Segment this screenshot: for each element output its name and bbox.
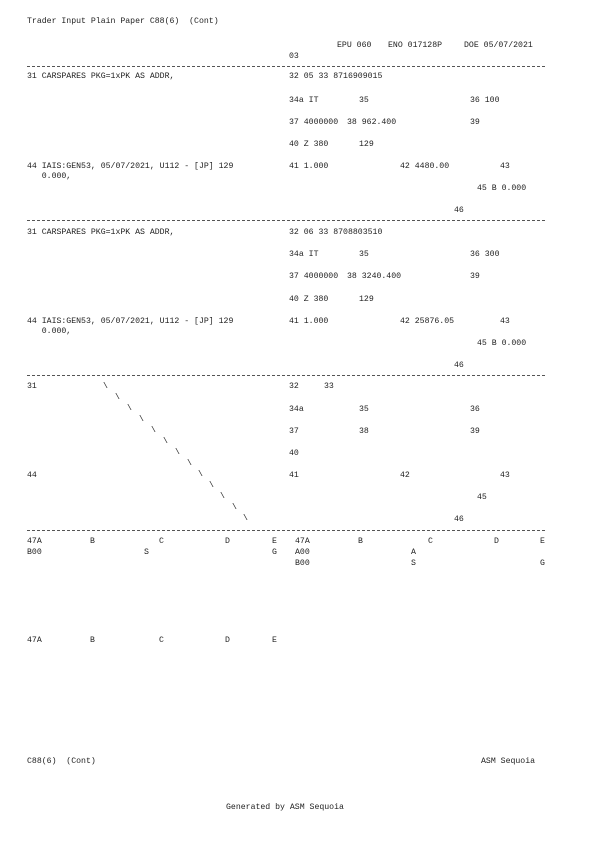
document-title: Trader Input Plain Paper C88(6) (Cont) [27, 17, 219, 26]
box-45: 45 B 0.000 [477, 339, 527, 348]
cross-out-mark: \ [232, 503, 237, 512]
box-39: 39 [470, 118, 480, 127]
box-33: 33 [324, 382, 334, 391]
box-39: 39 [470, 272, 480, 281]
box47-lower-d: D [225, 636, 230, 645]
box-03: 03 [289, 52, 299, 61]
box47-right-b00: B00 [295, 559, 310, 568]
divider [27, 530, 545, 531]
box47-lower-e: E [272, 636, 277, 645]
box-42: 42 [400, 471, 410, 480]
box-31: 31 CARSPARES PKG=1xPK AS ADDR, [27, 228, 175, 237]
box-40-extra: 129 [359, 140, 374, 149]
box47-right-a: A [411, 548, 416, 557]
eno-field: ENO 017128P [388, 41, 443, 50]
box-44-cont: 0.000, [27, 172, 72, 181]
box-37: 37 4000000 [289, 118, 339, 127]
cross-out-mark: \ [163, 437, 168, 446]
cross-out-mark: \ [175, 448, 180, 457]
box47-lower-c: C [159, 636, 164, 645]
cross-out-mark: \ [115, 393, 120, 402]
box47-left-d: D [225, 537, 230, 546]
cross-out-mark: \ [151, 426, 156, 435]
box-36: 36 100 [470, 96, 500, 105]
box-44: 44 [27, 471, 37, 480]
box-41: 41 [289, 471, 299, 480]
box47-right-s: S [411, 559, 416, 568]
box-46: 46 [454, 206, 464, 215]
cross-out-mark: \ [187, 459, 192, 468]
box-43: 43 [500, 471, 510, 480]
box-36: 36 300 [470, 250, 500, 259]
box-44: 44 IAIS:GEN53, 05/07/2021, U112 - [JP] 129 [27, 162, 234, 171]
box-41: 41 1.000 [289, 317, 329, 326]
cross-out-mark: \ [243, 514, 248, 523]
cross-out-mark: \ [209, 481, 214, 490]
box-35: 35 [359, 250, 369, 259]
box47-right-e: E [540, 537, 545, 546]
box47-lower-b: B [90, 636, 95, 645]
divider [27, 220, 545, 221]
cross-out-mark: \ [139, 415, 144, 424]
box-38: 38 [359, 427, 369, 436]
cross-out-mark: \ [103, 382, 108, 391]
box47-left-b00: B00 [27, 548, 42, 557]
box-43: 43 [500, 162, 510, 171]
box-45: 45 B 0.000 [477, 184, 527, 193]
box-45: 45 [477, 493, 487, 502]
box47-right-g: G [540, 559, 545, 568]
box47-left-e: E [272, 537, 277, 546]
box-31: 31 CARSPARES PKG=1xPK AS ADDR, [27, 72, 175, 81]
box-38: 38 962.400 [347, 118, 397, 127]
cross-out-mark: \ [127, 404, 132, 413]
box-35: 35 [359, 405, 369, 414]
box47-left-g: G [272, 548, 277, 557]
box-40: 40 [289, 449, 299, 458]
box-44: 44 IAIS:GEN53, 05/07/2021, U112 - [JP] 129 [27, 317, 234, 326]
footer-software-name: ASM Sequoia [481, 757, 536, 766]
box-31: 31 [27, 382, 37, 391]
box-35: 35 [359, 96, 369, 105]
epu-field: EPU 060 [337, 41, 372, 50]
box-40: 40 Z 380 [289, 295, 329, 304]
divider [27, 375, 545, 376]
box-34a: 34a IT [289, 250, 319, 259]
doe-field: DOE 05/07/2021 [464, 41, 533, 50]
box-36: 36 [470, 405, 480, 414]
box47-right-47a: 47A [295, 537, 310, 546]
box-44-cont: 0.000, [27, 327, 72, 336]
box-37: 37 [289, 427, 299, 436]
box-40-extra: 129 [359, 295, 374, 304]
box-32-33: 32 06 33 8708803510 [289, 228, 383, 237]
box-42: 42 25876.05 [400, 317, 455, 326]
box47-lower-47a: 47A [27, 636, 42, 645]
box-37: 37 4000000 [289, 272, 339, 281]
box47-left-s: S [144, 548, 149, 557]
box47-left-47a: 47A [27, 537, 42, 546]
box47-left-c: C [159, 537, 164, 546]
box47-right-a00: A00 [295, 548, 310, 557]
box-34a: 34a IT [289, 96, 319, 105]
box-32-33: 32 05 33 8716909015 [289, 72, 383, 81]
box-46: 46 [454, 515, 464, 524]
box-46: 46 [454, 361, 464, 370]
divider [27, 66, 545, 67]
box47-left-b: B [90, 537, 95, 546]
box-34a: 34a [289, 405, 304, 414]
box47-right-d: D [494, 537, 499, 546]
cross-out-mark: \ [198, 470, 203, 479]
generated-by-text: Generated by ASM Sequoia [226, 803, 344, 812]
box-41: 41 1.000 [289, 162, 329, 171]
box47-right-c: C [428, 537, 433, 546]
box-43: 43 [500, 317, 510, 326]
box-40: 40 Z 380 [289, 140, 329, 149]
box47-right-b: B [358, 537, 363, 546]
cross-out-mark: \ [220, 492, 225, 501]
box-39: 39 [470, 427, 480, 436]
box-38: 38 3240.400 [347, 272, 402, 281]
footer-form-id: C88(6) (Cont) [27, 757, 96, 766]
box-42: 42 4480.00 [400, 162, 450, 171]
box-32: 32 [289, 382, 299, 391]
